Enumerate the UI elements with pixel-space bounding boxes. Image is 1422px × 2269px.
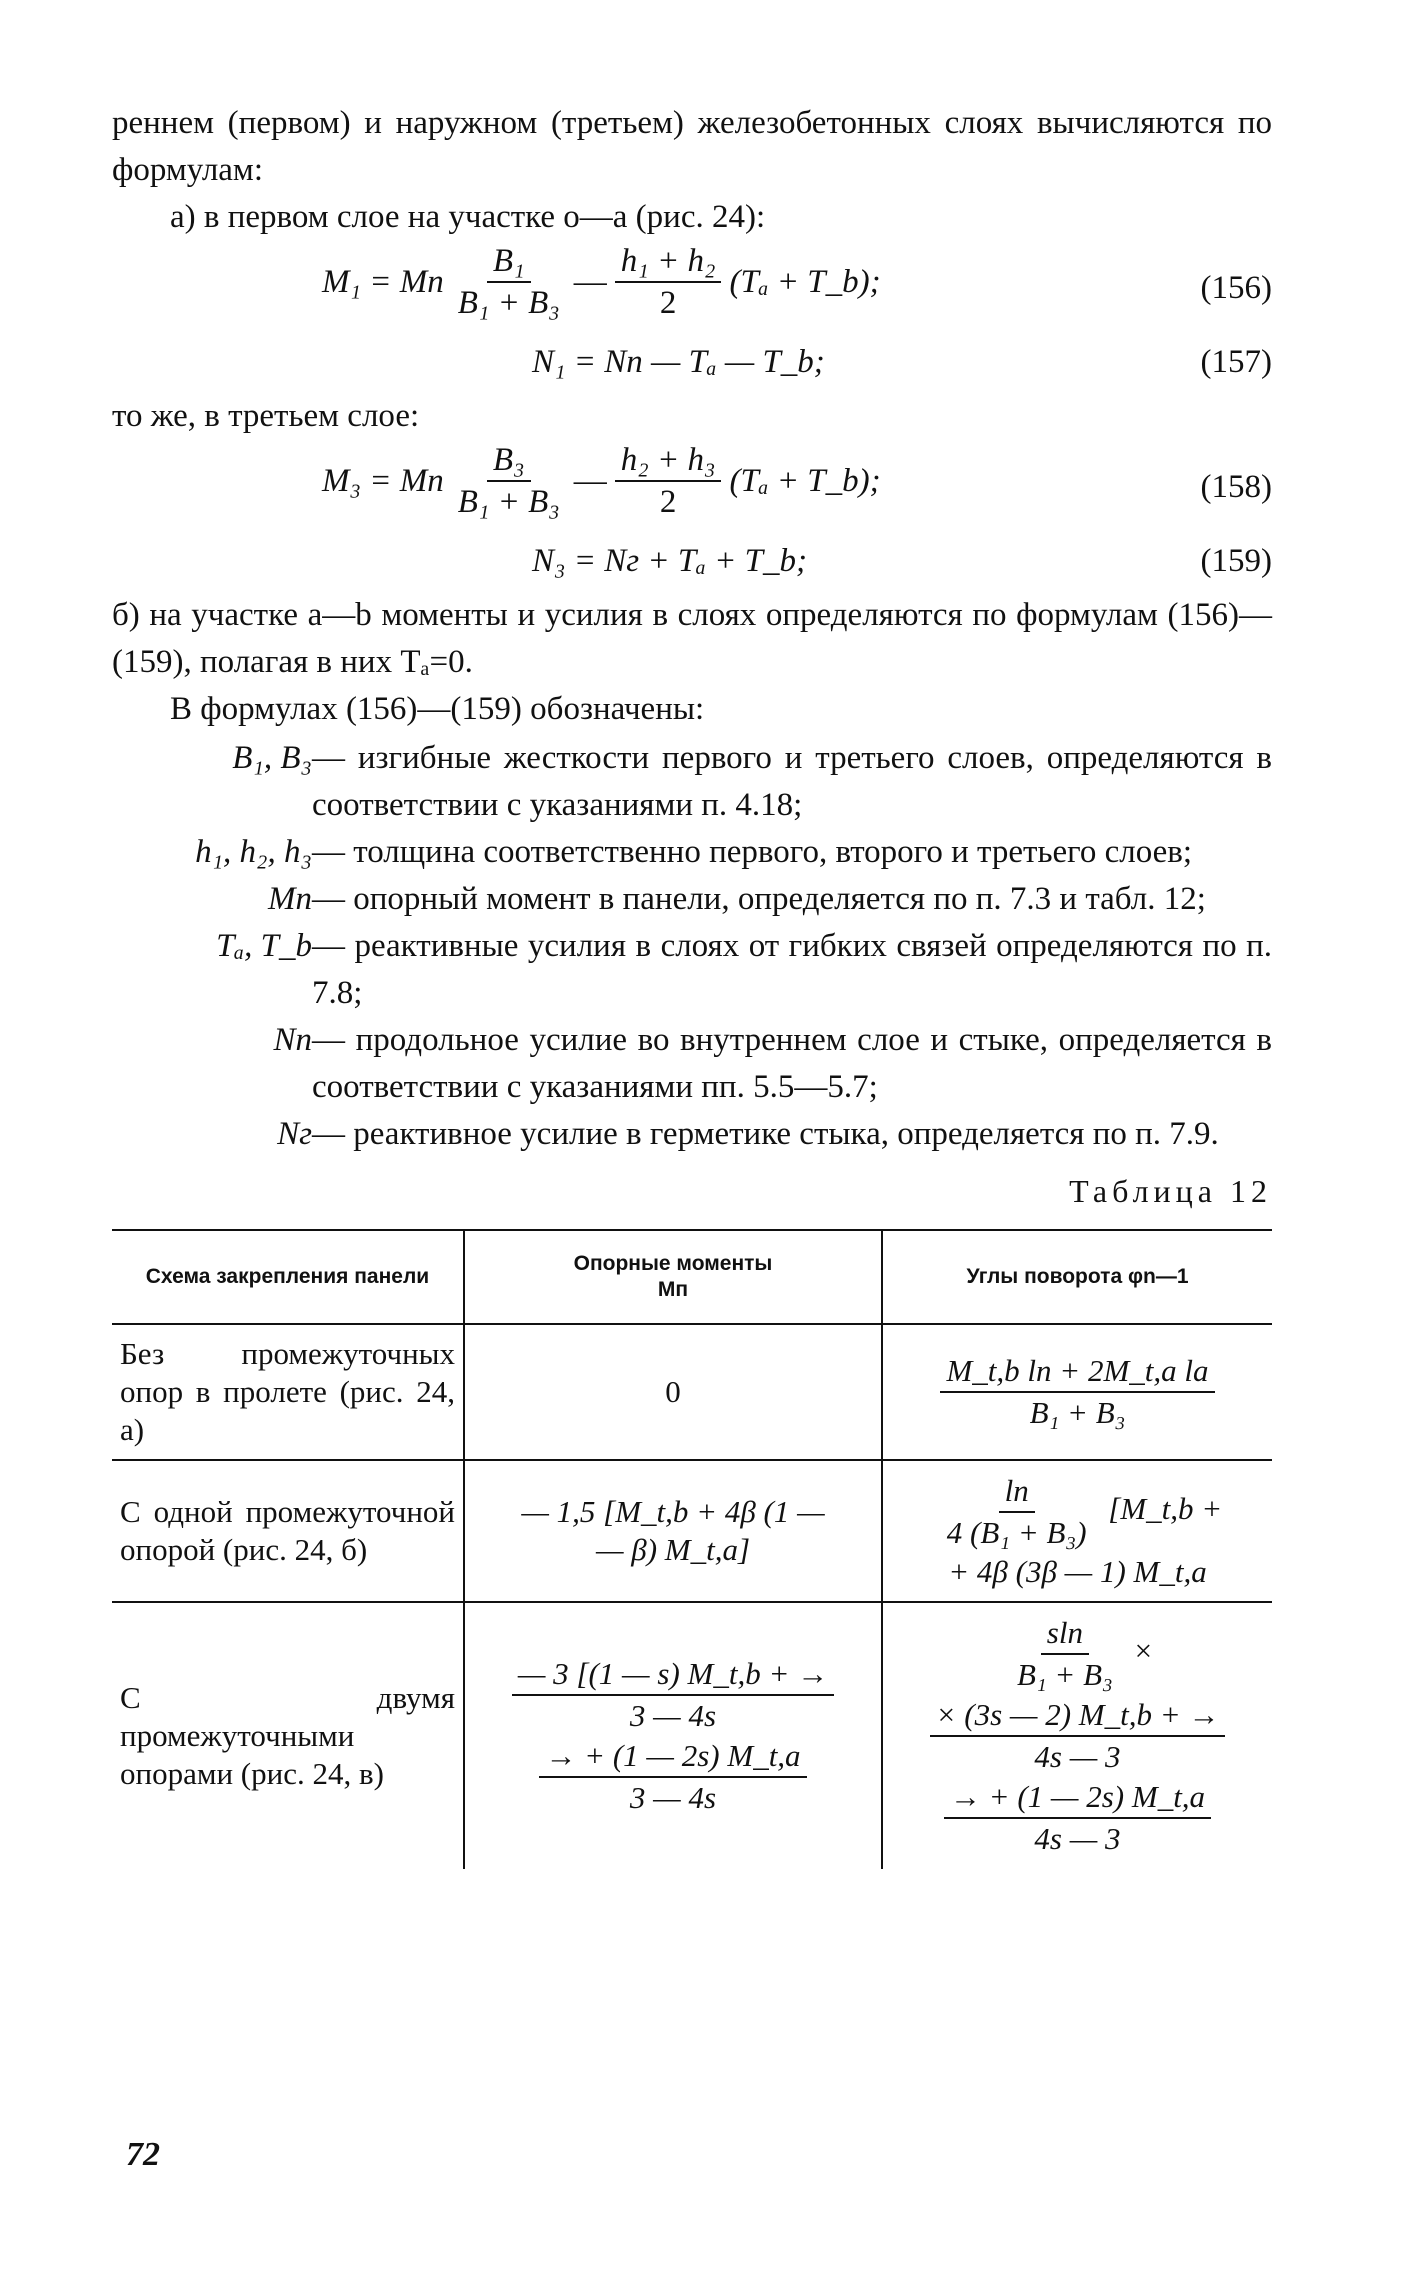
formula-156-number: (156) — [1200, 270, 1272, 306]
moment-fraction: $\frac{— 3 [(1 — s) M\_t,b + \to}{3 — 4s}$ — [512, 1654, 834, 1736]
header-moments: Опорные моменты Mп — [464, 1230, 882, 1324]
cell-angle — [882, 1324, 1272, 1460]
formula-156-tail: (Tₐ + T_b); — [729, 263, 881, 300]
cell-angle: $\frac{\text{slп}}{\text{B₁ + B₃}}$ × $\frac{\times (3s — 2) M\_t,b + \to}{4s — 3}$ $\frac{\to + (1 — 2s) M\_t,a}{4s — 3}$ — [882, 1602, 1272, 1869]
cell-scheme: С одной промежуточной опорой (рис. 24, б) — [120, 1494, 455, 1567]
formula-159-number: (159) — [1200, 543, 1272, 579]
cell-scheme: С двумя промежуточными опорами (рис. 24, в) — [120, 1680, 455, 1791]
definitions-list — [112, 735, 1272, 1158]
table-row — [112, 1460, 1272, 1602]
third-layer-label: то же, в третьем слое: — [112, 398, 420, 434]
cell-moment: — 1,5 [M_t,b + 4β (1 — — β) M_t,a] — [464, 1460, 882, 1602]
definition-item: Tₐ, T_b — реактивные усилия в слоях от гибких связей определяются по п. 7.8; — [216, 928, 1272, 1011]
table-row — [112, 1602, 1272, 1869]
formula-157-number: (157) — [1200, 344, 1272, 380]
table-header-row — [112, 1230, 1272, 1324]
item-b: б) на участке a—b моменты и усилия в слоях определяются по формулам (156)—(159), полагая в них Tₐ=0. — [112, 597, 1272, 680]
definition-item: Nп — продольное усилие во внутреннем слое и стыке, определяется в соответствии с указаниями пп. 5.5—5.7; — [273, 1022, 1272, 1105]
cell-moment: 0 — [464, 1324, 882, 1460]
formula-159: N₃ = Nг + Tₐ + T_b; (159) — [112, 536, 1272, 592]
definition-item: h₁, h₂, h₃ — толщина соответственно первого, второго и третьего слоев; — [195, 834, 1193, 870]
angle-fraction: $\frac{\times (3s — 2) M\_t,b + \to}{4s — 3}$ — [930, 1695, 1226, 1777]
definition-item: B₁, B₃ — изгибные жесткости первого и третьего слоев, определяются в соответствии с указаниями п. 4.18; — [232, 740, 1272, 823]
definitions-intro: В формулах (156)—(159) обозначены: — [170, 691, 705, 727]
angle-fraction: $\frac{\text{M\_t,b lп + 2M\_t,a la}}{\text{B₁ + B₃}}$ — [940, 1351, 1214, 1433]
formula-156-fraction-2: $\frac{\text{h₁ + h₂}}{2}$ — [615, 241, 722, 323]
moment-fraction: $\frac{\to + (1 — 2s) M\_t,a}{3 — 4s}$ — [539, 1736, 806, 1818]
formula-158: M₃ = Mп $\frac{\text{B₃}}{\text{B₁ + B₃}}$ — $\frac{\text{h₂ + h₃}}{2}$ (Tₐ + T_b); (158) — [322, 442, 1272, 520]
formula-156-lhs: M₁ = Mп — [322, 263, 444, 300]
cell-angle: $\frac{lп}{\text{4 (B₁ + B₃)}}$ [M_t,b + + 4β (3β — 1) M_t,a — [882, 1460, 1272, 1602]
angle-fraction: $\frac{lп}{\text{4 (B₁ + B₃)}}$ — [946, 1473, 1087, 1550]
page-body — [112, 100, 1272, 1869]
formula-157: N₁ = Nп — Tₐ — T_b; (157) — [112, 337, 1272, 393]
formula-158-number: (158) — [1200, 469, 1272, 505]
page-number: 72 — [126, 2136, 160, 2173]
angle-fraction: $\frac{\text{slп}}{\text{B₁ + B₃}}$ — [1016, 1615, 1113, 1692]
angle-fraction: $\frac{\to + (1 — 2s) M\_t,a}{4s — 3}$ — [944, 1777, 1211, 1859]
cell-moment — [464, 1602, 882, 1869]
header-scheme: Схема закрепления панели — [112, 1230, 464, 1324]
table-title: Таблица 12 — [1069, 1173, 1272, 1209]
formula-156: M₁ = Mп $\frac{\text{B₁}}{\text{B₁ + B₃}}$ — $\frac{\text{h₁ + h₂}}{2}$ (Tₐ + T_b); (156) — [322, 243, 1272, 321]
definition-item: Mп — опорный момент в панели, определяется по п. 7.3 и табл. 12; — [268, 881, 1206, 917]
table-12 — [112, 1229, 1272, 1869]
formula-156-fraction-1: $\frac{\text{B₁}}{\text{B₁ + B₃}}$ — [457, 243, 560, 321]
item-a: а) в первом слое на участке o—a (рис. 24): — [170, 199, 766, 235]
definition-item: Nг — реактивное усилие в герметике стыка, определяется по п. 7.9. — [277, 1116, 1219, 1152]
table-row — [112, 1324, 1272, 1460]
cell-scheme: Без промежуточных опор в пролете (рис. 24, а) — [120, 1336, 455, 1447]
formula-158-fraction-2: $\frac{\text{h₂ + h₃}}{2}$ — [615, 440, 722, 522]
intro-paragraph: реннем (первом) и наружном (третьем) железобетонных слоях вычисляются по формулам: — [112, 105, 1272, 188]
header-angles: Углы поворота φn—1 — [966, 1265, 1189, 1288]
formula-158-fraction-1: $\frac{\text{B₃}}{\text{B₁ + B₃}}$ — [457, 442, 560, 520]
